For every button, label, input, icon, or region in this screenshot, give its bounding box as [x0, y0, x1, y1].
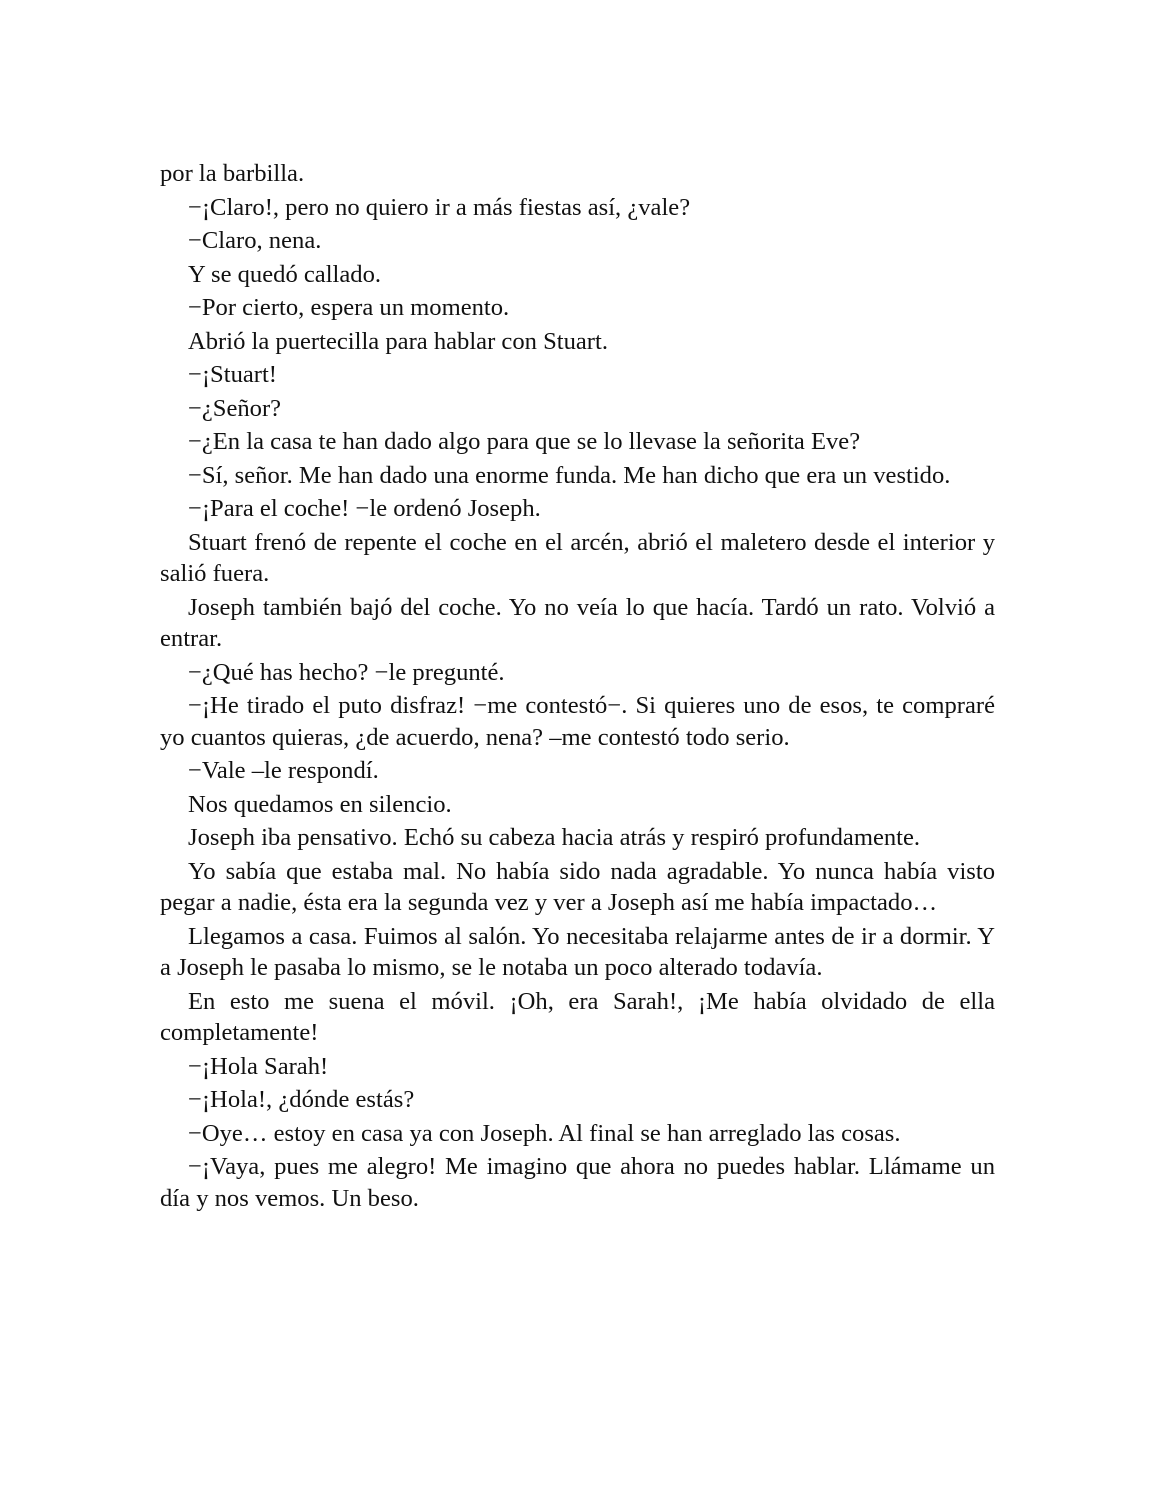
paragraph-3: −Claro, nena.	[188, 227, 322, 254]
paragraph-9: −¿En la casa te han dado algo para que se lo llevase la señorita Eve?	[188, 428, 861, 455]
paragraph-25: −¡Vaya, pues me alegro! Me imagino que ahora no puedes hablar. Llámame un día y nos vemos. Un beso.	[160, 1153, 995, 1212]
paragraph-14: −¿Qué has hecho? −le pregunté.	[188, 658, 505, 686]
paragraph-21: En esto me suena el móvil. ¡Oh, era Sarah!, ¡Me había olvidado de ella completamente!	[160, 987, 995, 1046]
book-page	[160, 158, 995, 1216]
paragraph-24: −Oye… estoy en casa ya con Joseph. Al final se han arreglado las cosas.	[188, 1119, 901, 1147]
paragraph-17: Nos quedamos en silencio.	[188, 790, 452, 818]
paragraph-18: Joseph iba pensativo. Echó su cabeza hacia atrás y respiró profundamente.	[188, 824, 921, 851]
paragraph-4: Y se quedó callado.	[188, 260, 382, 288]
paragraph-5: −Por cierto, espera un momento.	[188, 294, 510, 321]
paragraph-16: −Vale –le respondí.	[188, 757, 379, 784]
paragraph-22: −¡Hola Sarah!	[188, 1052, 329, 1080]
paragraph-7: −¡Stuart!	[188, 361, 277, 388]
paragraph-13: Joseph también bajó del coche. Yo no veía lo que hacía. Tardó un rato. Volvió a entrar.	[160, 593, 995, 652]
paragraph-2: −¡Claro!, pero no quiero ir a más fiestas así, ¿vale?	[188, 193, 691, 221]
paragraph-12: Stuart frenó de repente el coche en el arcén, abrió el maletero desde el interior y salió fuera.	[160, 528, 995, 587]
paragraph-11: −¡Para el coche! −le ordenó Joseph.	[188, 495, 541, 522]
paragraph-15: −¡He tirado el puto disfraz! −me contestó−. Si quieres uno de esos, te compraré yo cuantos quieras, ¿de acuerdo, nena? –me contestó todo serio.	[160, 692, 995, 751]
paragraph-23: −¡Hola!, ¿dónde estás?	[188, 1086, 415, 1113]
paragraph-10: −Sí, señor. Me han dado una enorme funda. Me han dicho que era un vestido.	[188, 461, 951, 489]
paragraph-8: −¿Señor?	[188, 394, 282, 422]
paragraph-1: por la barbilla.	[160, 160, 305, 187]
paragraph-6: Abrió la puertecilla para hablar con Stuart.	[188, 327, 608, 355]
paragraph-19: Yo sabía que estaba mal. No había sido nada agradable. Yo nunca había visto pegar a nadie, ésta era la segunda vez y ver a Joseph así me había impactado…	[160, 857, 995, 916]
paragraph-20: Llegamos a casa. Fuimos al salón. Yo necesitaba relajarme antes de ir a dormir. Y a Joseph le pasaba lo mismo, se le notaba un poco alterado todavía.	[160, 922, 995, 981]
